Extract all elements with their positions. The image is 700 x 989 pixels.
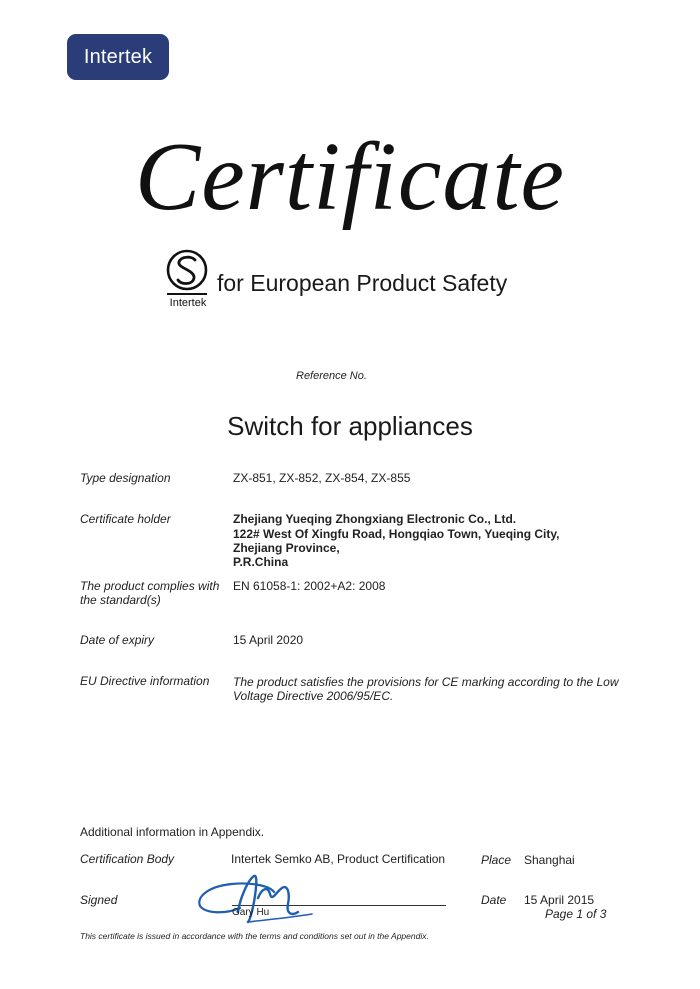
type-designation-label: Type designation — [80, 471, 171, 485]
s-mark-label: Intertek — [169, 297, 207, 309]
certificate-title: Certificate — [134, 123, 566, 231]
certification-body-label: Certification Body — [80, 852, 175, 866]
expiry-label: Date of expiry — [80, 633, 155, 647]
certification-body-value: Intertek Semko AB, Product Certification — [231, 852, 446, 866]
certificate-subtitle: for European Product Safety — [217, 270, 508, 296]
product-name: Switch for appliances — [227, 411, 473, 441]
certificate-holder-line: Zhejiang Yueqing Zhongxiang Electronic Co., Ltd. — [233, 512, 517, 526]
standard-label-line: The product complies with — [80, 579, 220, 593]
page-number: Page 1 of 3 — [545, 907, 607, 921]
certificate-holder-label: Certificate holder — [80, 512, 171, 526]
type-designation-value: ZX-851, ZX-852, ZX-854, ZX-855 — [233, 471, 411, 485]
reference-label: Reference No. — [296, 370, 367, 382]
standard-value: EN 61058-1: 2002+A2: 2008 — [233, 579, 386, 593]
eu-directive-label: EU Directive information — [80, 674, 210, 688]
logo-text: Intertek — [83, 45, 153, 68]
certificate-holder-line: Zhejiang Province, — [233, 541, 340, 555]
date-value: 15 April 2015 — [524, 893, 595, 907]
certificate-holder-line: P.R.China — [233, 555, 289, 569]
eu-directive-line: The product satisfies the provisions for CE marking according to the Low — [233, 675, 619, 689]
intertek-logo — [67, 34, 169, 80]
additional-info: Additional information in Appendix. — [80, 825, 265, 839]
signer-name: Gary Hu — [232, 907, 270, 918]
expiry-value: 15 April 2020 — [233, 633, 304, 647]
date-label: Date — [481, 893, 507, 907]
signed-label: Signed — [80, 893, 118, 907]
fine-print: This certificate is issued in accordance with the terms and conditions set out in the Appendix. — [80, 931, 429, 941]
place-value: Shanghai — [524, 853, 575, 867]
certificate-holder-line: 122# West Of Xingfu Road, Hongqiao Town, Yueqing City, — [233, 527, 560, 541]
eu-directive-line: Voltage Directive 2006/95/EC. — [233, 689, 394, 703]
s-mark-icon — [159, 248, 217, 312]
standard-label-line: the standard(s) — [80, 593, 161, 607]
place-label: Place — [481, 853, 512, 867]
